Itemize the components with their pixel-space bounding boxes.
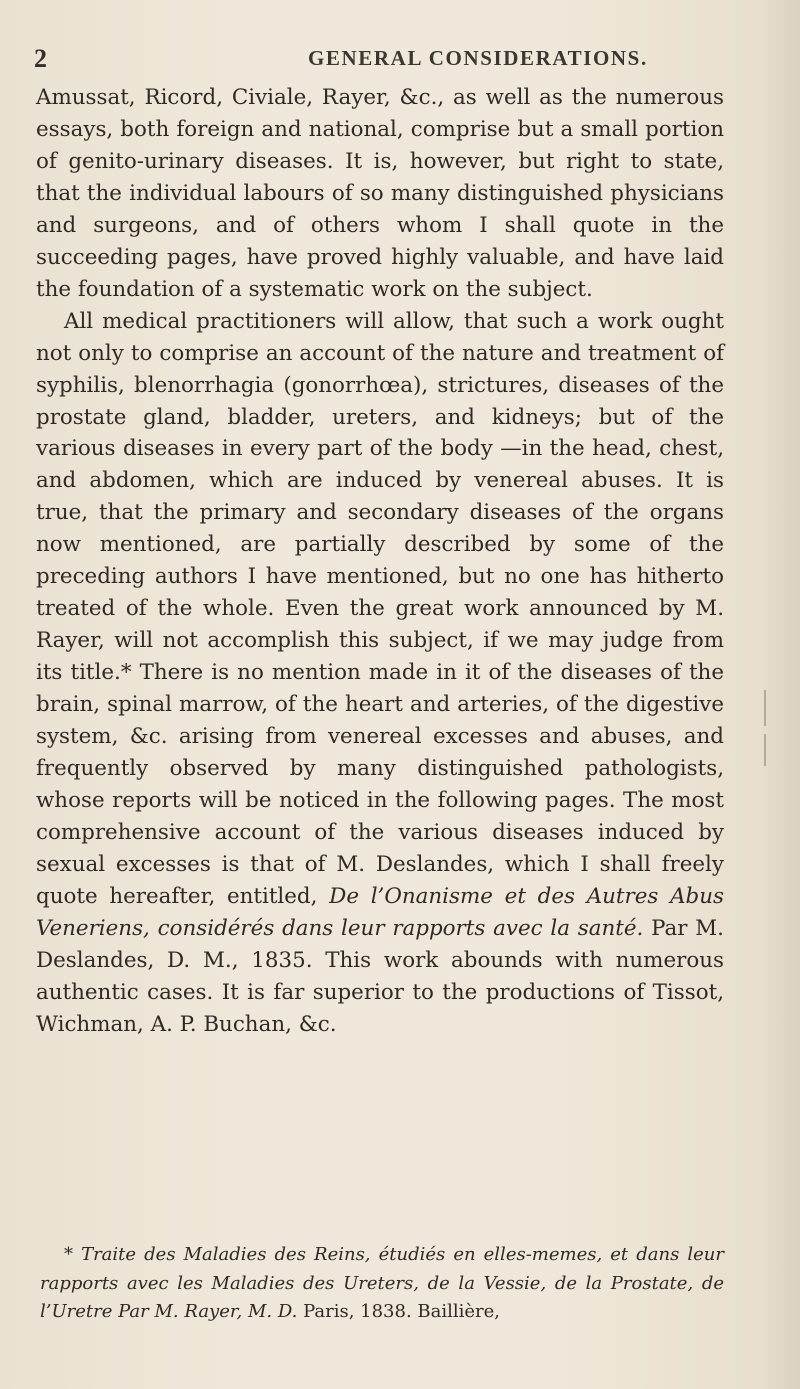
book-title-italic: De l’Onanisme et des Autres Abus Veneriens, considérés dans leur rapports avec la santé. (36, 883, 724, 941)
paragraph-1: Amussat, Ricord, Civiale, Rayer, &c., as well as the numerous essays, both foreign and national, comprise but a small portion of genito-urinary diseases. It is, however, but right to state, that the individual labours of so many distinguished physicians and surgeons, and of others whom I shall quote in the succeeding pages, have proved highly valuable, and have laid the foundation of a systematic work on the subject. (36, 85, 724, 302)
body-text (36, 82, 724, 1041)
footnote-title: * Traite des Maladies des Reins, étudiés en elles-memes, et dans leur rapports avec les Maladies des Ureters, de la Vessie, de la Prostate, de l’Uretre Par M. Rayer, M. D. (40, 1244, 724, 1322)
footnote-text (40, 1241, 724, 1327)
page-number: 2 (34, 44, 47, 73)
page-edge-shadow (760, 0, 800, 1389)
paragraph-2-text-b: Par M. Deslandes, D. M., 1835. This work abounds with numerous authentic cases. It is far superior to the productions of Tissot, Wichman, A. P. Buchan, &c. (36, 915, 724, 1037)
paragraph-2 (36, 306, 724, 1041)
running-title: GENERAL CONSIDERATIONS. (308, 46, 648, 70)
footnote (40, 1241, 724, 1327)
running-head (34, 44, 714, 74)
paragraph-2-text-a: All medical practitioners will allow, that such a work ought not only to comprise an account of the nature and treatment of syphilis, blenorrhagia (gonorrhœa), strictures, diseases of the prostate gland, bladder, ureters, and kidneys; but of the various diseases in every part of the body —in the head, chest, and abdomen, which are induced by venereal abuses. It is true, that the primary and secondary diseases of the organs now mentioned, are partially described by some of the preceding authors I have mentioned, but no one has hitherto treated of the whole. Even the great work announced by M. Rayer, will not accomplish this subject, if we may judge from its title.* There is no mention made in it of the diseases of the brain, spinal marrow, of the heart and arteries, of the digestive system, &c. arising from venereal excesses and abuses, and frequently observed by many distinguished pathologists, whose reports will be noticed in the following pages. The most comprehensive account of the various diseases induced by sexual excesses is that of M. Deslandes, which I shall freely quote hereafter, entitled, (36, 308, 724, 909)
footnote-imprint: Paris, 1838. Baillière, (303, 1301, 501, 1322)
